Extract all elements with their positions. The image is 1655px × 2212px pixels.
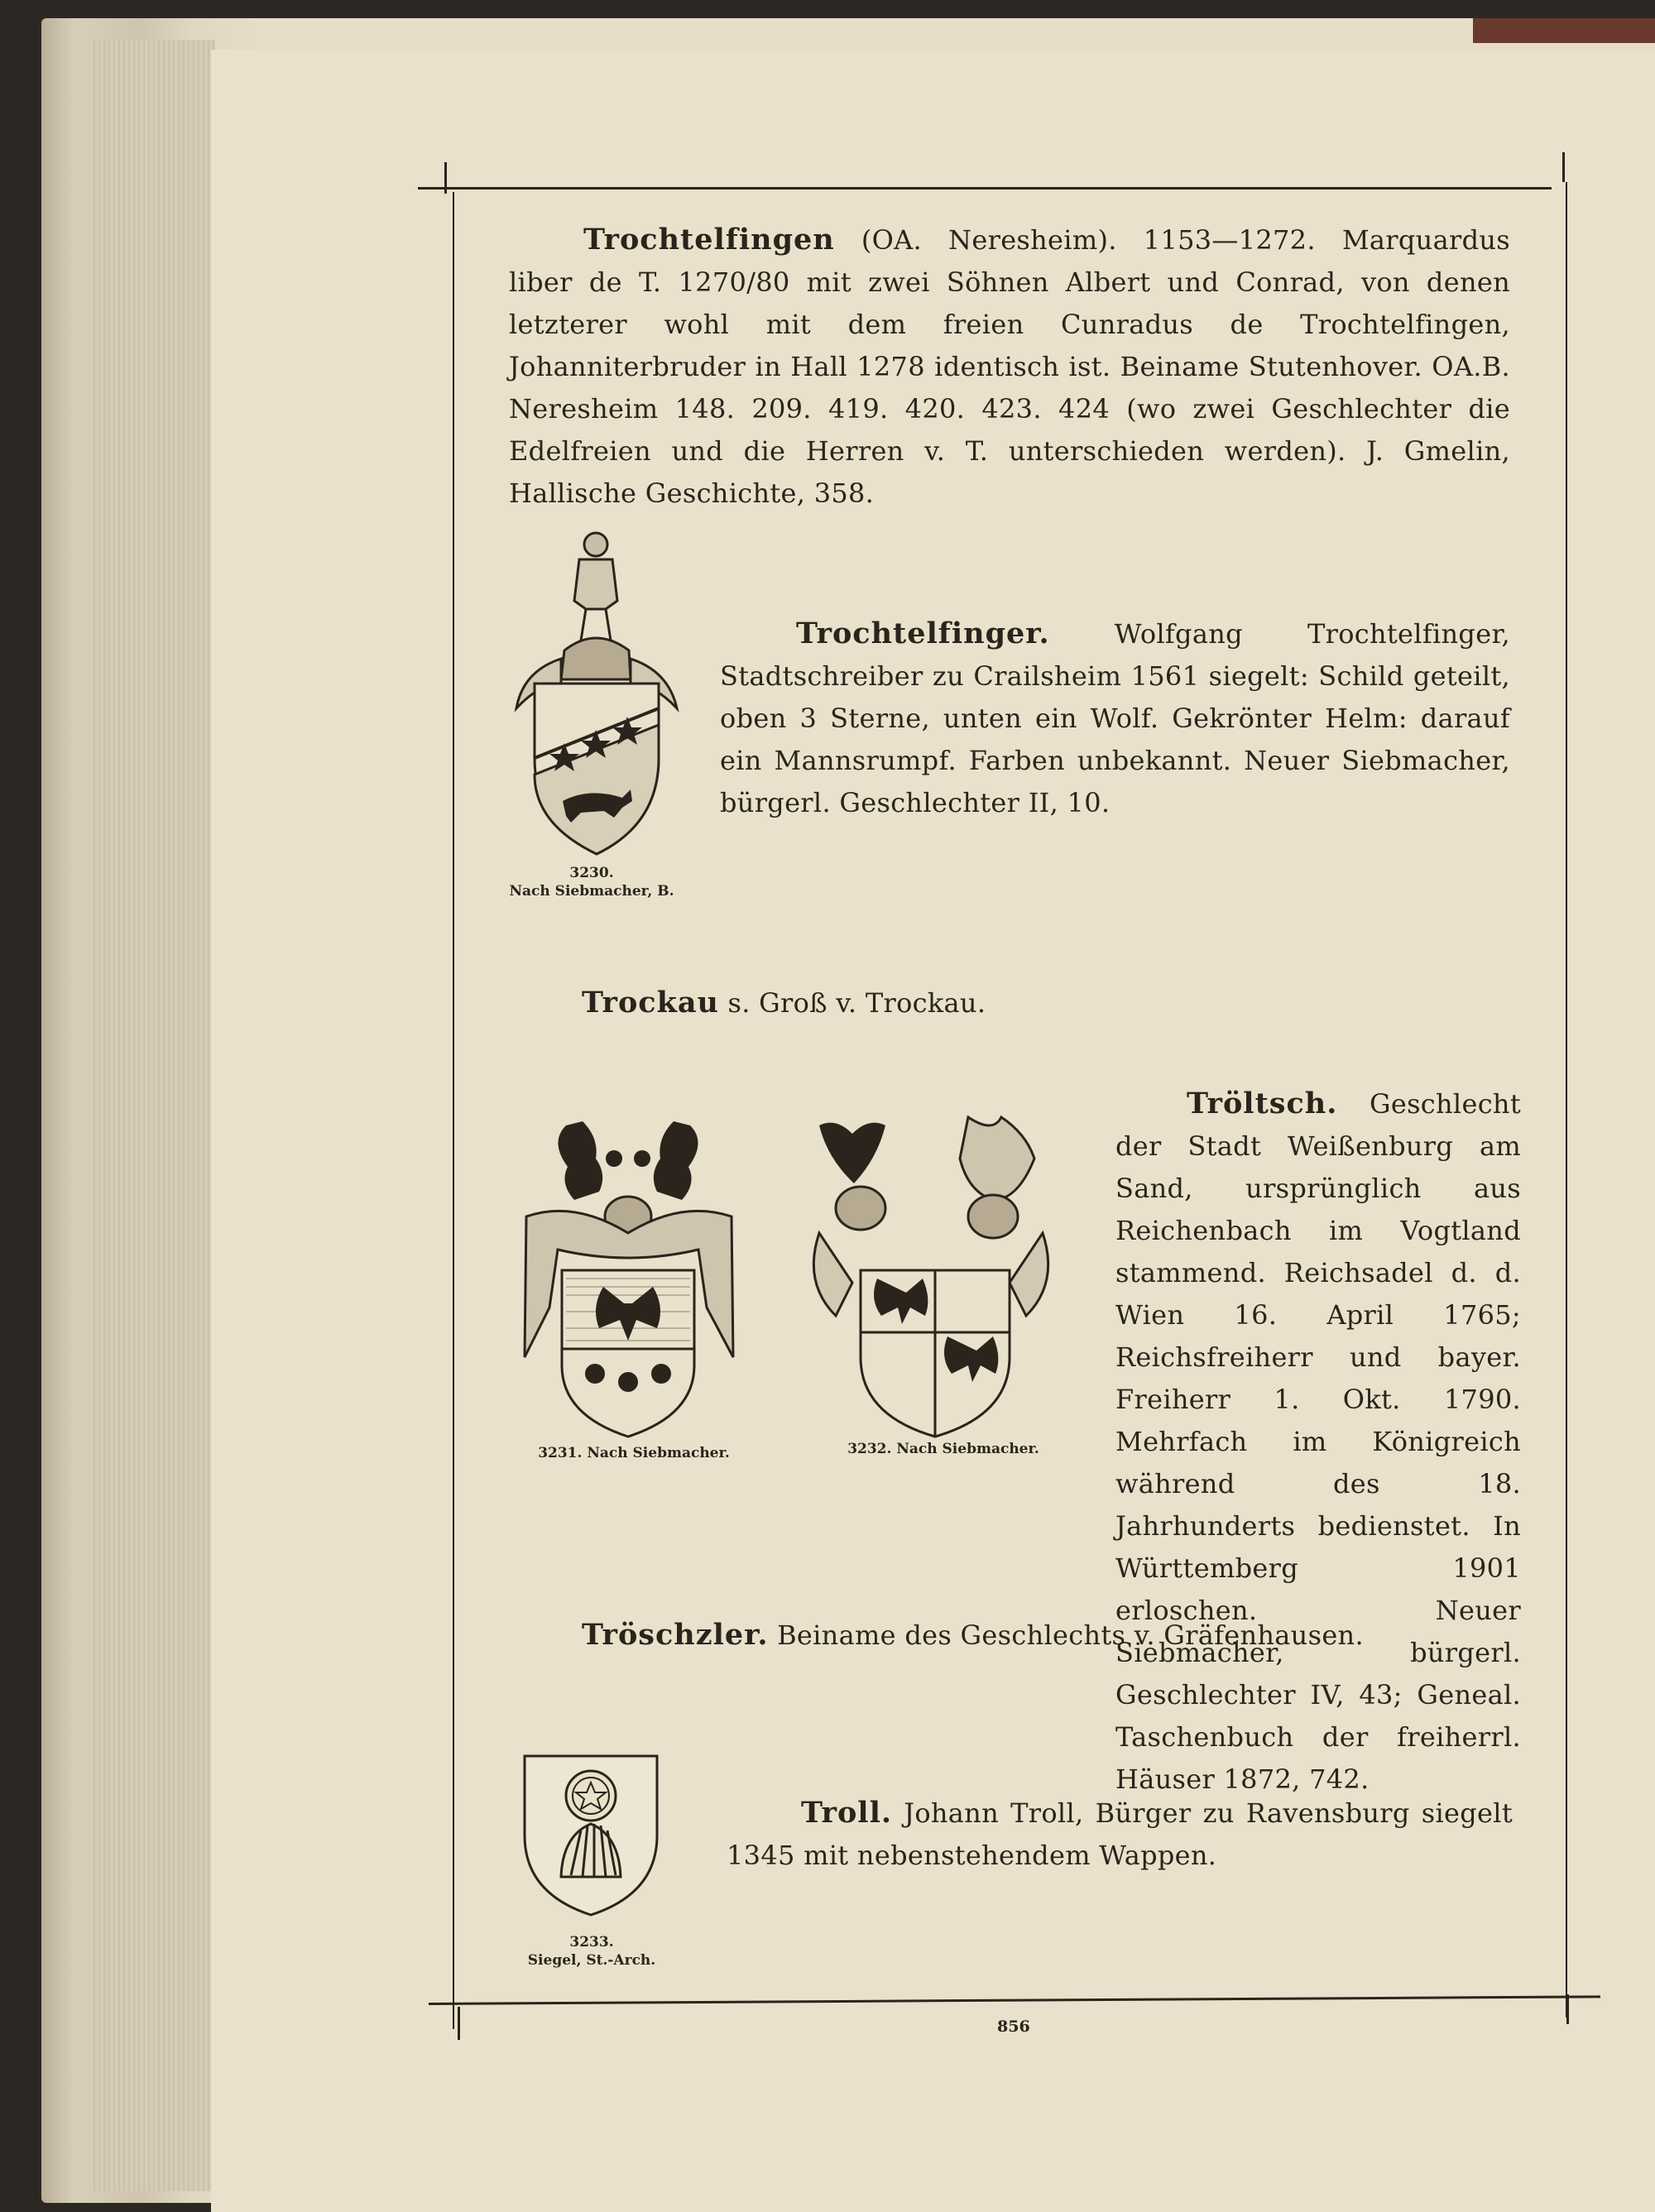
coat-of-arms-3231 [516, 1109, 748, 1440]
entry-headword: Tröltsch. [1187, 1087, 1338, 1120]
entry-body: Geschlecht der Stadt Weißenburg am Sand, ursprünglich aus Reichenbach im Vogtland stammend. Reichsadel d. d. Wien 16. April 1765; Reichsfreiherr und bayer. Freiherr 1. Okt. 1790. Mehrfach im Königreich während des 18. Jahrhunderts bedienstet. In Württemberg 1901 erloschen. Neuer Siebmacher, bürgerl. Geschlechter IV, 43; Geneal. Taschenbuch der freiherrl. Häuser 1872, 742. [1115, 1088, 1521, 1795]
entry-trochtelfingen [509, 218, 1510, 515]
figure-source: Nach Siebmacher. [587, 1445, 730, 1461]
entry-body: (OA. Neresheim). 1153—1272. Marquardus liber de T. 1270/80 mit zwei Söhnen Albert und Conrad, von denen letzterer wohl mit dem freien Cunradus de Trochtelfingen, Johanniterbruder in Hall 1278 identisch ist. Beiname Stutenhover. OA.B. Neresheim 148. 209. 419. 420. 423. 424 (wo zwei Geschlechter die Edelfreien und die Herren v. T. unterschieden werden). J. Gmelin, Hallische Geschichte, 358. [509, 224, 1510, 509]
figure-source: Nach Siebmacher, B. [509, 883, 674, 900]
entry-trochtelfinger [720, 612, 1510, 824]
entry-headword: Trockau [582, 986, 719, 1020]
book-cover-edge [1473, 18, 1655, 43]
coat-of-arms-3232 [803, 1109, 1059, 1440]
left-tick-bottom [458, 2007, 460, 2040]
figure-number: 3233. [569, 1934, 614, 1950]
entry-body: Johann Troll, Bürger zu Ravensburg siegelt 1345 mit nebenstehendem Wappen. [727, 1797, 1513, 1871]
figure-source: Nach Siebmacher. [896, 1441, 1039, 1457]
figure-source: Siegel, St.-Arch. [527, 1952, 656, 1969]
right-tick-bottom [1566, 1994, 1569, 2024]
figure-caption-3232 [832, 1440, 1055, 1458]
entry-troll [727, 1792, 1513, 1877]
entry-body: Wolfgang Trochtelfinger, Stadtschreiber zu Crailsheim 1561 siegelt: Schild geteilt, oben 3 Sterne, unten ein Wolf. Gekrönter Helm: darauf ein Mannsrumpf. Farben unbekannt. Neuer Siebmacher, bürgerl. Geschlechter II, 10. [720, 618, 1510, 818]
figure-number: 3231. [538, 1445, 583, 1461]
right-rule [1566, 182, 1567, 2018]
figure-caption-3231 [526, 1444, 741, 1462]
top-rule [418, 187, 1552, 190]
page-edges [91, 40, 215, 2191]
entry-headword: Trochtelfingen [583, 223, 835, 257]
left-tick-top [444, 162, 447, 194]
entry-headword: Troll. [801, 1796, 893, 1830]
entry-troeltsch [1115, 1082, 1521, 1801]
entry-body: Beiname des Geschlechts v. Gräfenhausen. [777, 1619, 1364, 1651]
entry-body: s. Groß v. Trockau. [727, 987, 986, 1019]
seal-shield-3233 [521, 1753, 660, 1918]
left-rule [453, 192, 454, 2029]
figure-number: 3230. [569, 865, 614, 881]
figure-caption-3230 [496, 864, 687, 900]
entry-troeschzler [582, 1614, 1492, 1657]
page-number: 856 [997, 2018, 1030, 2036]
coat-of-arms-3230 [506, 526, 688, 857]
figure-number: 3232. [847, 1441, 892, 1457]
figure-caption-3233 [496, 1933, 687, 1970]
entry-trockau [582, 981, 1326, 1024]
entry-headword: Tröschzler. [582, 1618, 769, 1652]
right-tick-top [1562, 152, 1565, 182]
entry-headword: Trochtelfinger. [796, 617, 1050, 650]
